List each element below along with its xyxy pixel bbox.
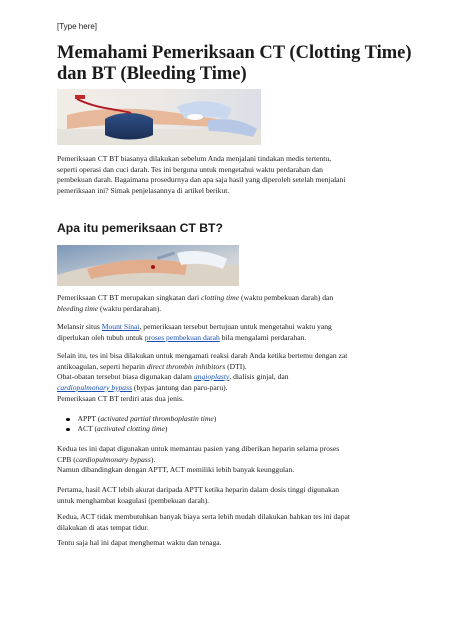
list-item: APPT (activated partial thromboplastin time) bbox=[66, 414, 216, 424]
cardiopulmonary-bypass-link[interactable]: cardiopulmonary bypass bbox=[57, 382, 133, 392]
paragraph-mount-sinai: Melansir situs Mount Sinai, pemeriksaan tersebut bertujuan untuk mengetahui waktu yang diperlukan oleh tubuh untuk proses pembekuan darah bila mengalami perdarahan. bbox=[57, 322, 332, 342]
paragraph-medications: Obat-obatan tersebut biasa digunakan dalam angioplasty, dialisis ginjal, dan cardiopulmonary bypass (bypas jantung dan paru-paru). bbox=[57, 372, 289, 392]
paragraph-save-time: Tentu saja hal ini dapat menghemat waktu dan tenaga. bbox=[57, 538, 222, 547]
title-line-1: Memahami Pemeriksaan CT (Clotting Time) bbox=[57, 43, 412, 63]
intro-line: pemeriksaan ini? Simak penjelasannya di artikel berikut. bbox=[57, 185, 230, 195]
header-placeholder: [Type here] bbox=[57, 22, 98, 31]
blood-sample-photo bbox=[57, 245, 239, 286]
paragraph-ct-bt-definition: Pemeriksaan CT BT merupakan singkatan dari clotting time (waktu pembekuan darah) dan bleeding time (waktu perdarahan). bbox=[57, 293, 334, 313]
paragraph-first-advantage: Pertama, hasil ACT lebih akurat daripada APTT ketika heparin dalam dosis tinggi digunakan untuk menghambat koagulasi (pembekuan darah). bbox=[57, 485, 340, 505]
bullet-icon bbox=[66, 418, 70, 422]
title-line-2: dan BT (Bleeding Time) bbox=[57, 64, 247, 84]
section-heading: Apa itu pemeriksaan CT BT? bbox=[57, 221, 223, 235]
mount-sinai-link[interactable]: Mount Sinai bbox=[101, 322, 140, 331]
page-title bbox=[57, 43, 437, 85]
paragraph-anticoagulant: Selain itu, tes ini bisa dilakukan untuk mengamati reaksi darah Anda ketika bertemu dengan zat antikoagulan, seperti heparin direct thrombin inhibitors (DTI). bbox=[57, 351, 348, 371]
paragraph-second-advantage: Kedua, ACT tidak membutuhkan banyak biaya serta lebih mudah dilakukan bahkan tes ini dapat dilakukan di atas tempat tidur. bbox=[57, 512, 350, 532]
blood-test-photo bbox=[57, 89, 261, 145]
bullet-icon bbox=[66, 428, 70, 432]
intro-paragraph bbox=[57, 154, 419, 196]
list-item: ACT (activated clotting time) bbox=[66, 424, 167, 434]
paragraph-cpb-monitoring: Kedua tes ini dapat digunakan untuk memantau pasien yang diberikan heparin selama proses CPB (cardiopulmonary bypass). bbox=[57, 444, 340, 464]
blood-clotting-process-link[interactable]: proses pembekuan darah bbox=[144, 332, 220, 342]
paragraph-two-types: Pemeriksaan CT BT terdiri atas dua jenis. bbox=[57, 394, 184, 403]
angioplasty-link[interactable]: angioplasty bbox=[193, 372, 230, 381]
intro-line: seperti operasi dan cuci darah. Tes ini berguna untuk mengetahui waktu perdarahan dan bbox=[57, 164, 323, 174]
intro-line: pembekuan darah. Bagaimana prosedurnya dan apa saja hasil yang diperoleh setelah menjalani bbox=[57, 175, 346, 185]
paragraph-act-advantages: Namun dibandingkan dengan APTT, ACT memiliki lebih banyak keunggulan. bbox=[57, 465, 295, 474]
intro-line: Pemeriksaan CT BT biasanya dilakukan sebelum Anda menjalani tindakan medis tertentu, bbox=[57, 154, 332, 163]
